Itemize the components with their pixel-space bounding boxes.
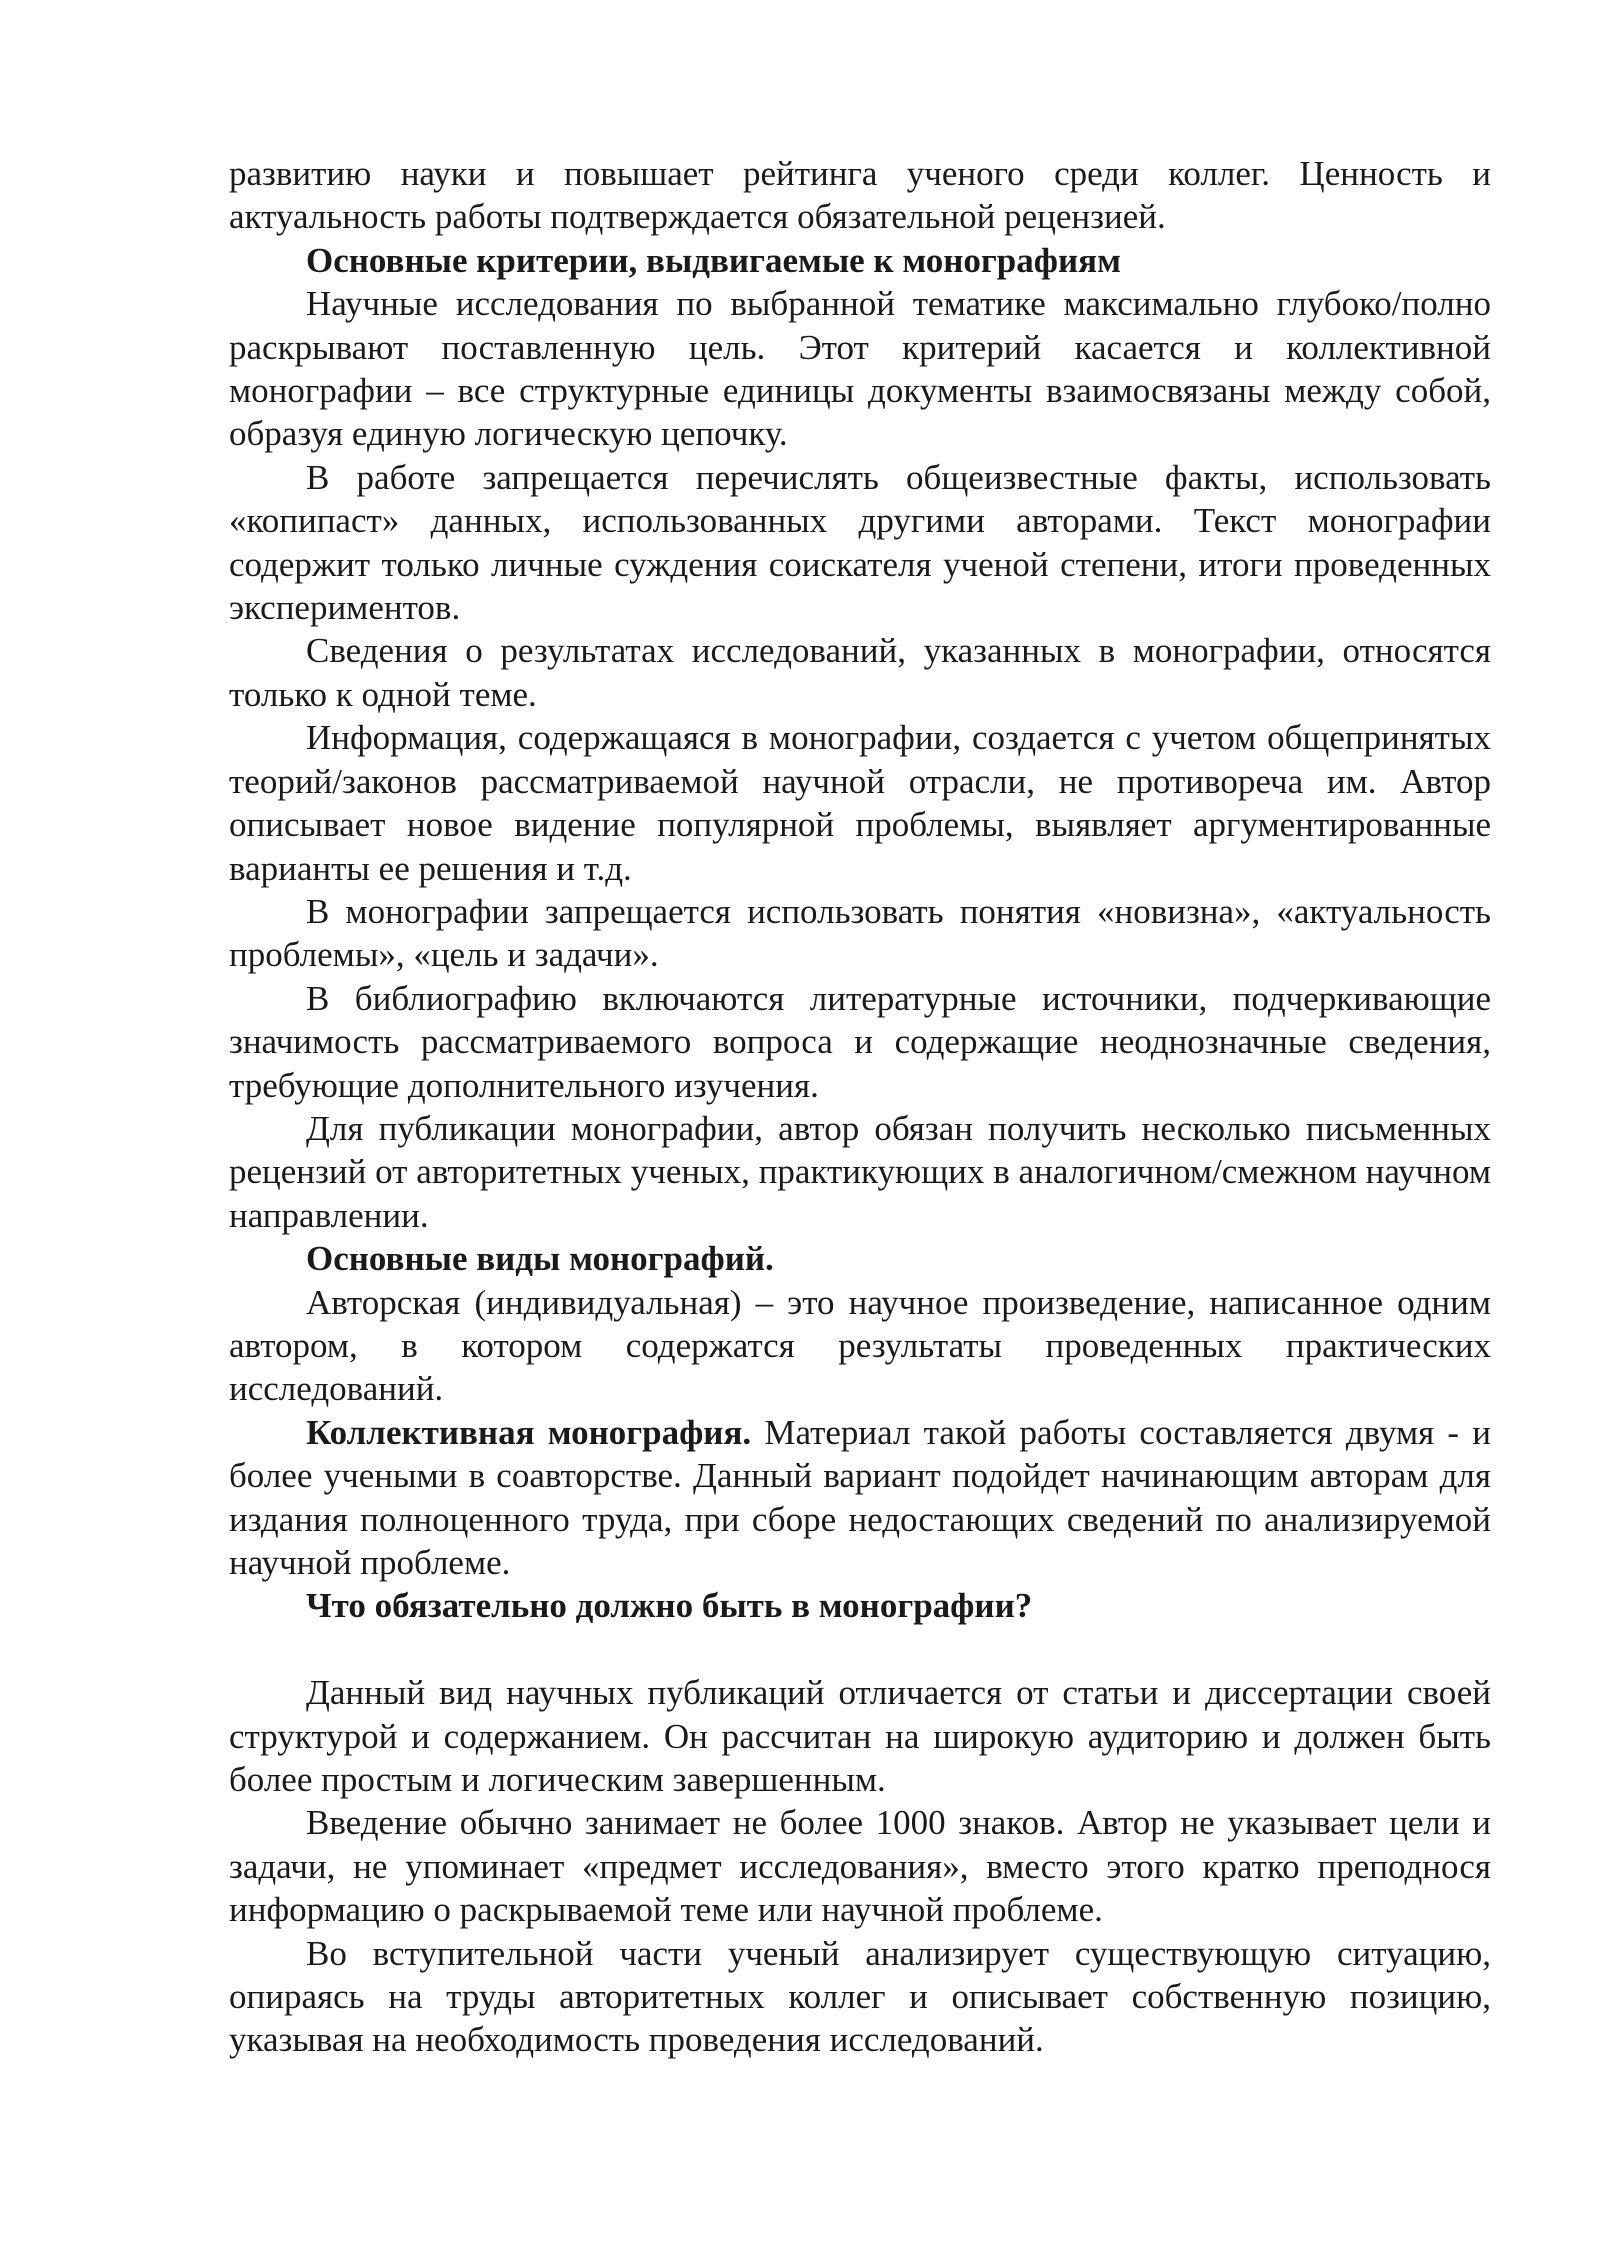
paragraph-introduction: Введение обычно занимает не более 1000 знаков. Автор не указывает цели и задачи, не упоминает «предмет исследования», вместо этого кратко преподнося информацию о раскрываемой теме или научной проблеме. bbox=[229, 1803, 1491, 1930]
paragraph-criterion-reviews: Для публикации монографии, автор обязан получить несколько письменных рецензий от авторитетных ученых, практикующих в аналогичном/смежном научном направлении. bbox=[229, 1108, 1491, 1235]
blank-line bbox=[229, 1628, 1491, 1671]
collective-text: Материал такой работы составляется двумя - и более учеными в соавторстве. Данный вариант подойдет начинающим авторам для издания полноценного труда, при сборе недостающих сведений по анализируемой научной проблеме. bbox=[229, 1412, 1491, 1582]
paragraph-type-collective bbox=[229, 1411, 1491, 1585]
document-body bbox=[229, 152, 1491, 2062]
paragraph-criterion-originality: В работе запрещается перечислять общеизвестные факты, использовать «копипаст» данных, использованных другими авторами. Текст монографии содержит только личные суждения соискателя ученой степени, итоги проведенных экспериментов. bbox=[229, 457, 1491, 628]
paragraph-type-individual: Авторская (индивидуальная) – это научное произведение, написанное одним автором, в котором содержатся результаты проведенных практических исследований. bbox=[229, 1282, 1491, 1409]
paragraph-criterion-theories: Информация, содержащаяся в монографии, создается с учетом общепринятых теорий/законов рассматриваемой научной отрасли, не противореча им. Автор описывает новое видение популярной проблемы, выявляет аргументированные варианты ее решения и т.д. bbox=[229, 718, 1491, 888]
paragraph-opening-part: Во вступительной части ученый анализирует существующую ситуацию, опираясь на труды авторитетных коллег и описывает собственную позицию, указывая на необходимость проведения исследований. bbox=[229, 1933, 1491, 2060]
paragraph-criterion-forbidden-terms: В монографии запрещается использовать понятия «новизна», «актуальность проблемы», «цель и задачи». bbox=[229, 891, 1491, 975]
collective-lead: Коллективная монография. bbox=[306, 1412, 752, 1452]
heading-required-content: Что обязательно должно быть в монографии? bbox=[306, 1586, 1033, 1626]
paragraph-structure: Данный вид научных публикаций отличается от статьи и диссертации своей структурой и содержанием. Он рассчитан на широкую аудиторию и должен быть более простым и логическим завершенным. bbox=[229, 1673, 1491, 1800]
paragraph-continuation: развитию науки и повышает рейтинга ученого среди коллег. Ценность и актуальность работы подтверждается обязательной рецензией. bbox=[229, 154, 1491, 237]
paragraph-criterion-bibliography: В библиографию включаются литературные источники, подчеркивающие значимость рассматриваемого вопроса и содержащие неоднозначные сведения, требующие дополнительного изучения. bbox=[229, 978, 1491, 1105]
heading-criteria: Основные критерии, выдвигаемые к монографиям bbox=[306, 240, 1121, 280]
paragraph-criterion-depth: Научные исследования по выбранной тематике максимально глубоко/полно раскрывают поставленную цель. Этот критерий касается и коллективной монографии – все структурные единицы документы взаимосвязаны между собой, образуя единую логическую цепочку. bbox=[229, 284, 1491, 454]
paragraph-criterion-single-topic: Сведения о результатах исследований, указанных в монографии, относятся только к одной теме. bbox=[229, 631, 1491, 714]
heading-types: Основные виды монографий. bbox=[306, 1239, 774, 1279]
